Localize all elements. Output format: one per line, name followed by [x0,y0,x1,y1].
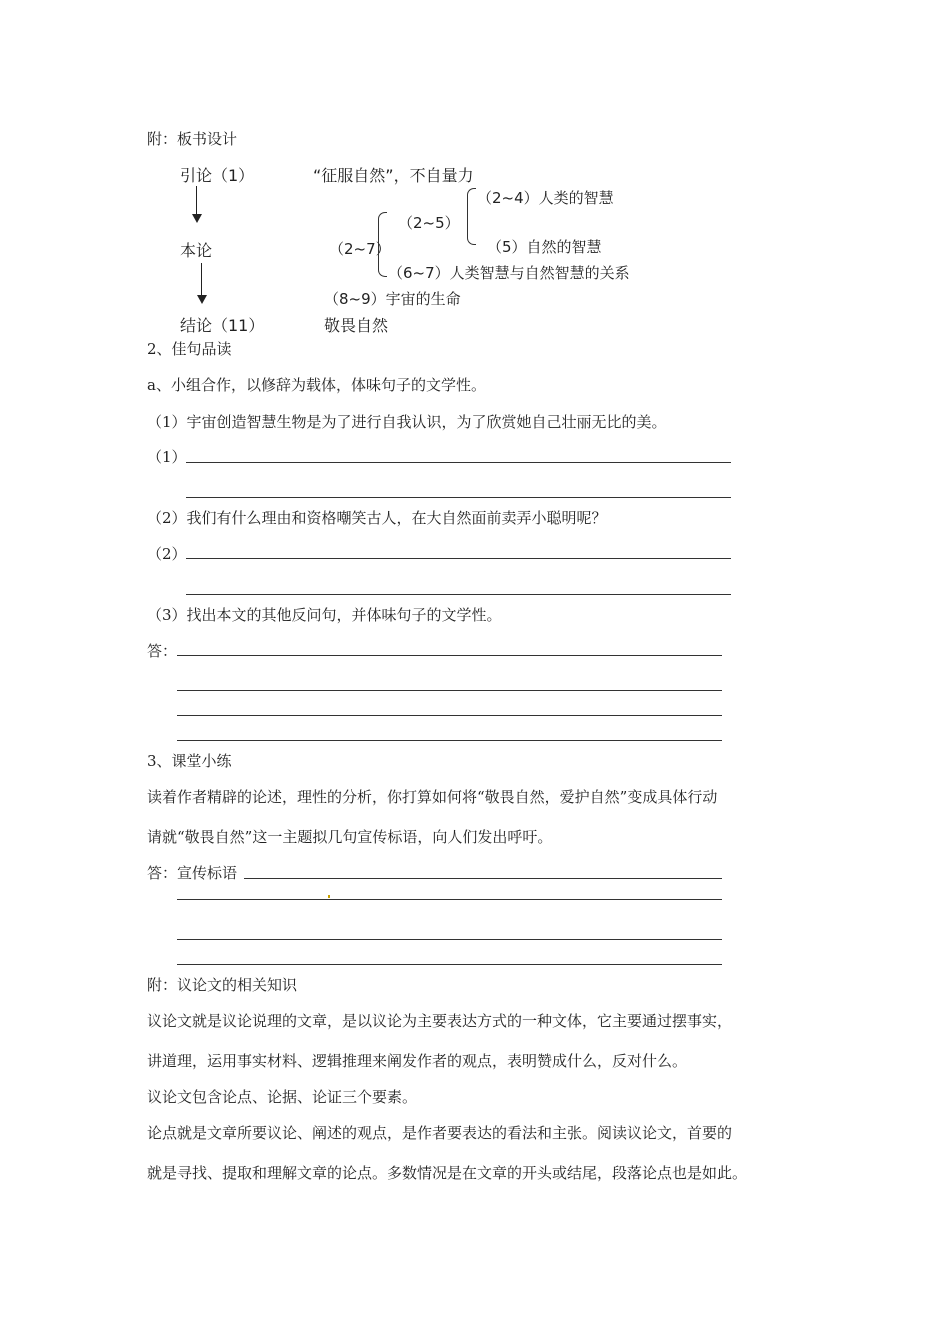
answer-1-line-2[interactable] [186,497,731,498]
intro-text: “征服自然”，不自量力 [313,166,474,185]
item-6-7: （6~7）人类智慧与自然智慧的关系 [388,264,630,282]
question-2: （2）我们有什么理由和资格嘲笑古人，在大自然面前卖弄小聪明呢？ [147,509,607,527]
arrow-down-icon [196,186,197,216]
group-2-7-label: （2~7） [329,240,391,258]
section-2-title: 2、佳句品读 [147,340,232,358]
bracket-2-7-icon [378,212,387,277]
conclusion-label: 结论（11） [180,316,265,335]
intro-label: 引论（1） [180,166,255,185]
arrowhead-icon [192,214,202,223]
appendix-p3-line-2: 就是寻找、提取和理解文章的论点。多数情况是在文章的开头或结尾，段落论点也是如此。 [147,1164,748,1182]
slogan-line-4[interactable] [177,964,722,965]
appendix-p1-line-1: 议论文就是议论说理的文章，是以议论为主要表达方式的一种文体，它主要通过摆事实， [147,1012,733,1030]
slogan-line[interactable] [244,878,722,879]
slogan-answer-label: 答：宣传标语 [147,864,238,882]
arrowhead-icon-2 [197,295,207,304]
arrow-down-icon-2 [201,263,202,297]
appendix-p1-line-2: 讲道理，运用事实材料、逻辑推理来阐发作者的观点，表明赞成什么，反对什么。 [147,1052,688,1070]
question-3: （3）找出本文的其他反问句，并体味句子的文学性。 [147,606,502,624]
board-design-heading: 附：板书设计 [147,130,238,148]
answer-2-line-2[interactable] [186,594,731,595]
section-3-prompt-line-1: 读着作者精辟的论述，理性的分析，你打算如何将“敬畏自然，爱护自然”变成具体行动 [147,788,718,806]
group-2-5-label: （2~5） [398,214,460,232]
answer-3-line-3[interactable] [177,715,722,716]
slogan-line-2[interactable] [177,899,722,900]
answer-3-line[interactable] [177,655,722,656]
main-body-label: 本论 [180,241,213,260]
answer-1-label: （1） [147,448,187,466]
appendix-title: 附：议论文的相关知识 [147,976,298,994]
bracket-2-5-icon [467,188,476,245]
answer-3-line-4[interactable] [177,740,722,741]
stray-mark [328,895,330,898]
answer-2-label: （2） [147,545,187,563]
answer-3-line-2[interactable] [177,690,722,691]
answer-1-line[interactable] [186,462,731,463]
item-8-9: （8~9）宇宙的生命 [324,290,461,308]
appendix-p3-line-1: 论点就是文章所要议论、阐述的观点，是作者要表达的看法和主张。阅读议论文，首要的 [147,1124,733,1142]
answer-2-line[interactable] [186,558,731,559]
section-3-title: 3、课堂小练 [147,752,232,770]
appendix-p2: 议论文包含论点、论据、论证三个要素。 [147,1088,418,1106]
question-1: （1）宇宙创造智慧生物是为了进行自我认识，为了欣赏她自己壮丽无比的美。 [147,413,667,431]
item-2-4: （2~4）人类的智慧 [477,189,614,207]
answer-3-label: 答： [147,642,178,660]
item-5: （5）自然的智慧 [487,238,602,256]
slogan-line-3[interactable] [177,939,722,940]
conclusion-text: 敬畏自然 [324,316,389,335]
section-3-prompt-line-2: 请就“敬畏自然”这一主题拟几句宣传标语，向人们发出呼吁。 [147,828,553,846]
section-2-instruction: a、小组合作，以修辞为载体，体味句子的文学性。 [147,376,486,394]
